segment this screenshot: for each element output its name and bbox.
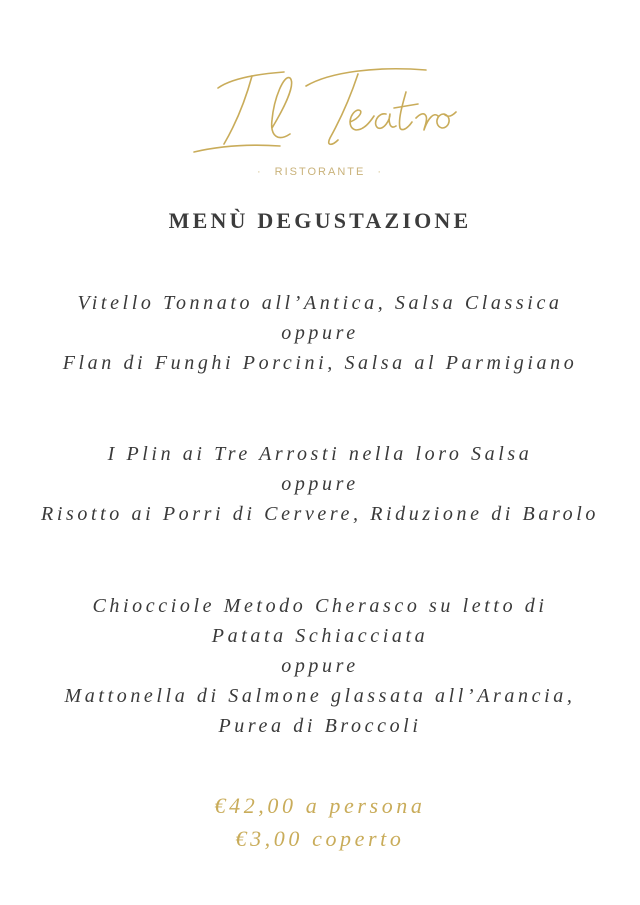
course-2-line-2: oppure (281, 473, 359, 495)
dot-right-icon: · (377, 166, 384, 178)
course-2-line-1: I Plin ai Tre Arrosti nella loro Salsa (107, 443, 533, 465)
price-per-person: €42,00 a persona (214, 793, 426, 818)
course-1 (0, 288, 640, 378)
price-cover: €3,00 coperto (235, 826, 405, 851)
dot-left-icon: · (256, 166, 263, 178)
course-3-line-1: Chiocciole Metodo Cherasco su letto di (92, 595, 548, 617)
course-1-line-3: Flan di Funghi Porcini, Salsa al Parmigiano (62, 352, 578, 374)
course-2-line-3: Risotto ai Porri di Cervere, Riduzione di Barolo (41, 503, 599, 525)
course-3-line-2: Patata Schiacciata (211, 625, 429, 647)
course-3-line-3: oppure (281, 655, 359, 677)
course-3 (0, 591, 640, 741)
course-3-line-4: Mattonella di Salmone glassata all’Arancia, (64, 685, 576, 707)
menu-heading: MENÙ DEGUSTAZIONE (168, 208, 472, 233)
price-block (0, 789, 640, 855)
course-2 (0, 439, 640, 529)
course-3-line-5: Purea di Broccoli (218, 715, 422, 737)
restaurant-subtitle (0, 166, 640, 178)
subtitle-text: RISTORANTE (274, 166, 366, 178)
restaurant-logo (180, 58, 460, 168)
course-1-line-2: oppure (281, 322, 359, 344)
course-1-line-1: Vitello Tonnato all’Antica, Salsa Classica (77, 292, 563, 314)
